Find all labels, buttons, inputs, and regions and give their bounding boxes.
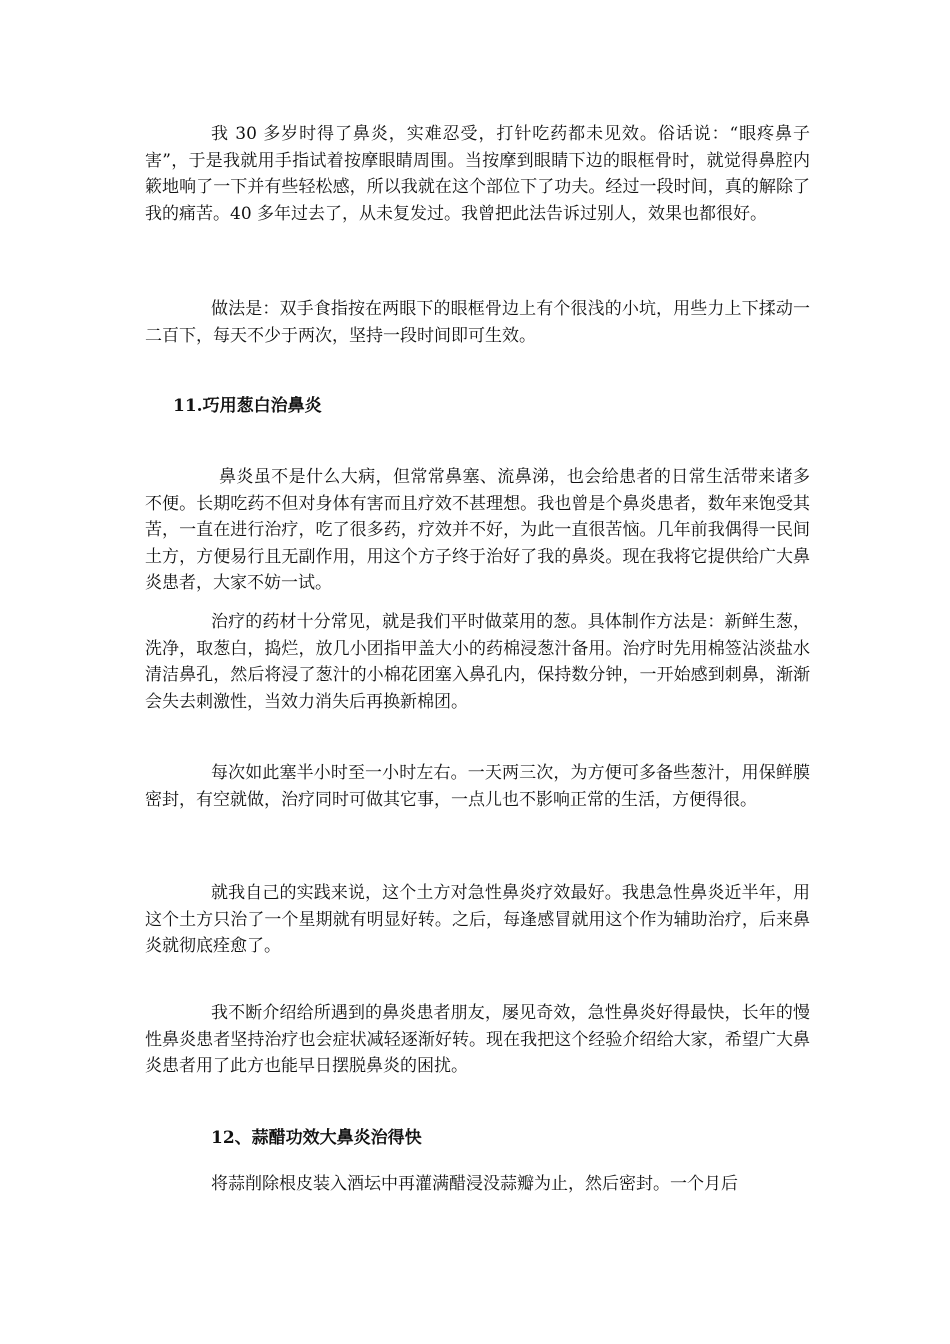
paragraph-massage-method: 做法是：双手食指按在两眼下的眼框骨边上有个很浅的小坑，用些力上下揉动一二百下，每天不少于两次，坚持一段时间即可生效。 (145, 299, 810, 346)
paragraph-treatment-frequency: 每次如此塞半小时至一小时左右。一天两三次，为方便可多备些葱汁，用保鲜膜密封，有空就做，治疗同时可做其它事，一点儿也不影响正常的生活，方便得很。 (145, 763, 810, 810)
paragraph-scallion-preparation: 治疗的药材十分常见，就是我们平时做菜用的葱。具体制作方法是：新鲜生葱，洗净，取葱白，捣烂，放几小团指甲盖大小的药棉浸葱汁备用。治疗时先用棉签沾淡盐水清洁鼻孔，然后将浸了葱汁的小棉花团塞入鼻孔内，保持数分钟，一开始感到刺鼻，渐渐会失去刺激性，当效力消失后再换新棉团。 (145, 612, 810, 712)
section-heading-12: 12、蒜醋功效大鼻炎治得快 (211, 1128, 422, 1148)
section-heading-11: 11.巧用葱白治鼻炎 (173, 396, 322, 416)
paragraph-acute-rhinitis: 就我自己的实践来说，这个土方对急性鼻炎疗效最好。我患急性鼻炎近半年，用这个土方只治了一个星期就有明显好转。之后，每逢感冒就用这个作为辅助治疗，后来鼻炎就彻底痊愈了。 (145, 883, 810, 956)
paragraph-recommendation: 我不断介绍给所遇到的鼻炎患者朋友，屡见奇效，急性鼻炎好得最快，长年的慢性鼻炎患者坚持治疗也会症状减轻逐渐好转。现在我把这个经验介绍给大家，希望广大鼻炎患者用了此方也能早日摆脱鼻炎的困扰。 (145, 1003, 810, 1076)
paragraph-garlic-vinegar: 将蒜削除根皮装入酒坛中再灌满醋浸没蒜瓣为止，然后密封。一个月后 (211, 1174, 738, 1194)
paragraph-nose-massage-story: 我 30 多岁时得了鼻炎，实难忍受，打针吃药都未见效。俗话说：“眼疼鼻子害”，于是我就用手指试着按摩眼睛周围。当按摩到眼睛下边的眼框骨时，就觉得鼻腔内簌地响了一下并有些轻松感，所以我就在这个部位下了功夫。经过一段时间，真的解除了我的痛苦。40 多年过去了，从未复发过。我曾把此法告诉过别人，效果也都很好。 (145, 124, 810, 224)
paragraph-rhinitis-intro: 鼻炎虽不是什么大病，但常常鼻塞、流鼻涕，也会给患者的日常生活带来诸多不便。长期吃药不但对身体有害而且疗效不甚理想。我也曾是个鼻炎患者，数年来饱受其苦，一直在进行治疗，吃了很多药，疗效并不好，为此一直很苦恼。几年前我偶得一民间土方，方便易行且无副作用，用这个方子终于治好了我的鼻炎。现在我将它提供给广大鼻炎患者，大家不妨一试。 (145, 467, 810, 593)
